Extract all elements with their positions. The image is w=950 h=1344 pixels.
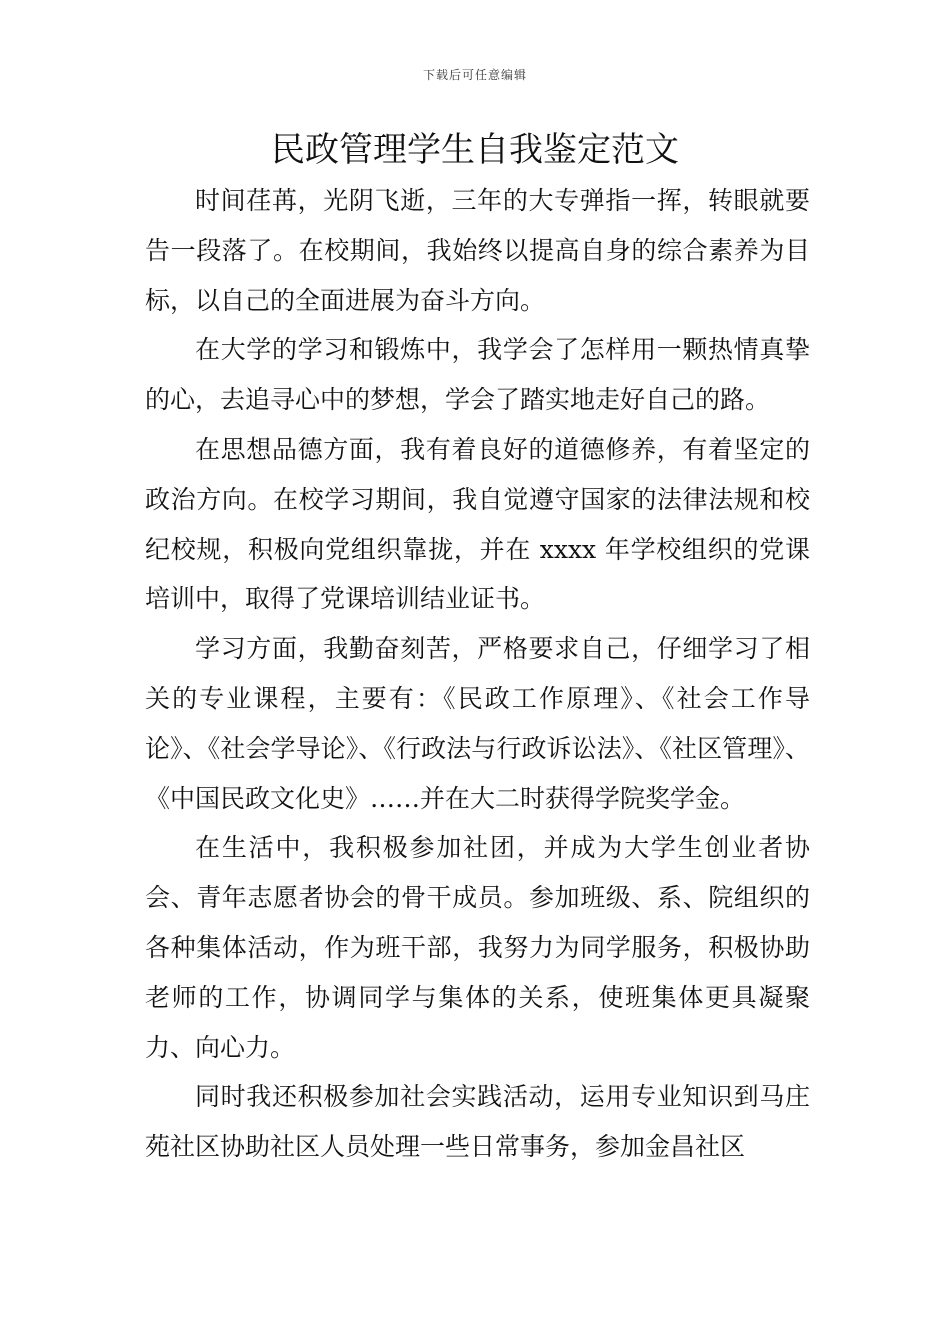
paragraph: 学习方面，我勤奋刻苦，严格要求自己，仔细学习了相关的专业课程，主要有：《民政工作原理》、《社会工作导论》、《社会学导论》、《行政法与行政诉讼法》、《社区管理》、《中国民政文化史》……并在大二时获得学院奖学金。 [145, 634, 810, 813]
paragraph: 在大学的学习和锻炼中，我学会了怎样用一颗热情真挚的心，去追寻心中的梦想，学会了踏实地走好自己的路。 [145, 335, 810, 415]
paragraph: 在生活中，我积极参加社团，并成为大学生创业者协会、青年志愿者协会的骨干成员。参加班级、系、院组织的各种集体活动，作为班干部，我努力为同学服务，积极协助老师的工作，协调同学与集体的关系，使班集体更具凝聚力、向心力。 [145, 833, 810, 1062]
paragraph: 同时我还积极参加社会实践活动，运用专业知识到马庄苑社区协助社区人员处理一些日常事务，参加金昌社区 [145, 1082, 810, 1162]
document-title: 民政管理学生自我鉴定范文 [271, 130, 679, 170]
header-note: 下载后可任意编辑 [422, 68, 527, 82]
document-body [145, 176, 810, 1172]
paragraph: 时间荏苒，光阴飞逝，三年的大专弹指一挥，转眼就要告一段落了。在校期间，我始终以提高自身的综合素养为目标，以自己的全面进展为奋斗方向。 [145, 186, 810, 315]
paragraph: 在思想品德方面，我有着良好的道德修养，有着坚定的政治方向。在校学习期间，我自觉遵守国家的法律法规和校纪校规，积极向党组织靠拢，并在 xxxx 年学校组织的党课培训中，取得了党课培训结业证书。 [145, 434, 810, 614]
